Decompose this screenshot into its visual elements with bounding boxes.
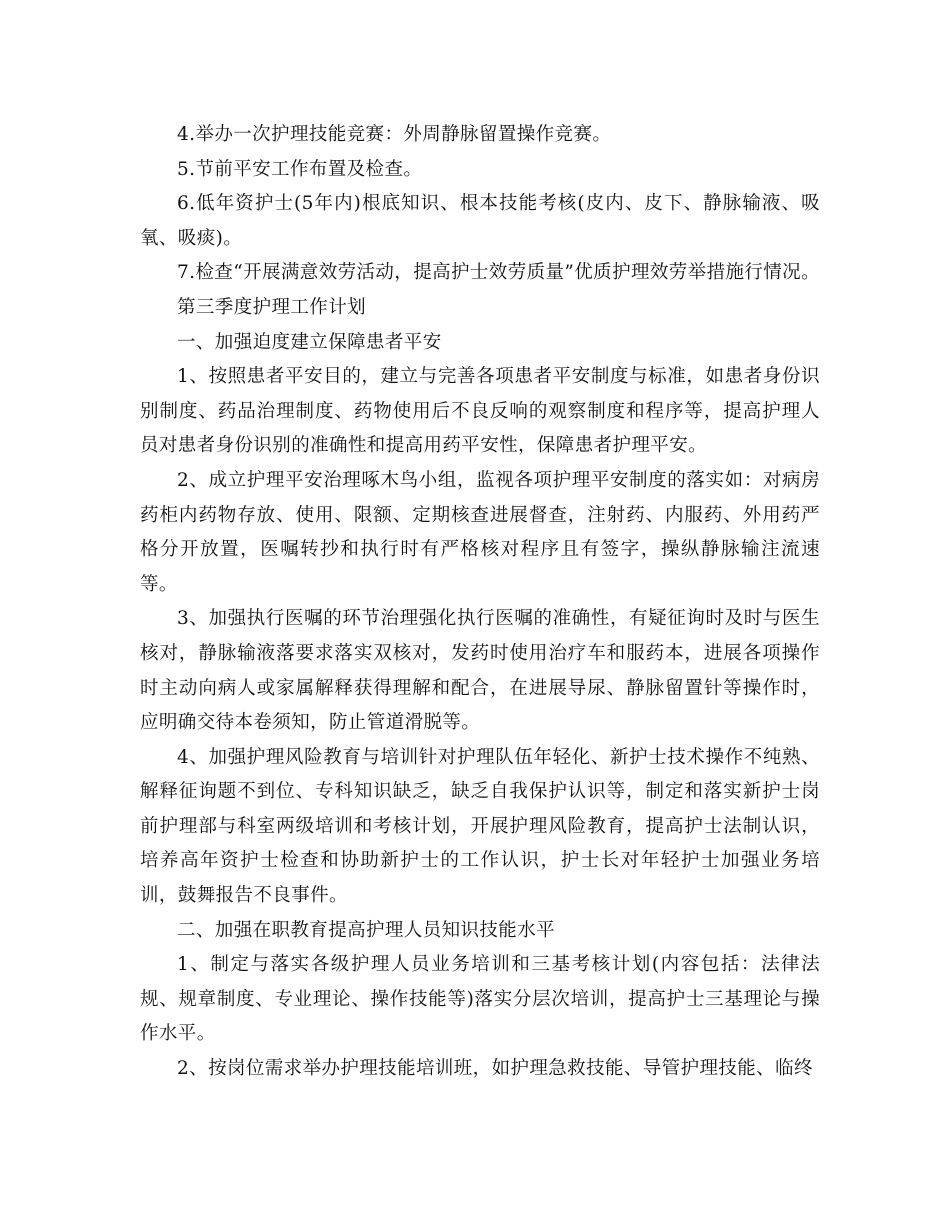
paragraph-item-4: 4.举办一次护理技能竞赛：外周静脉留置操作竞赛。 xyxy=(177,124,612,145)
section-heading-q3-plan: 第三季度护理工作计划 xyxy=(177,296,367,318)
document-body xyxy=(140,118,820,1087)
subsection-heading-2: 二、加强在职教育提高护理人员知识技能水平 xyxy=(177,919,556,941)
paragraph-training-1: 1、制定与落实各级护理人员业务培训和三基考核计划(内容包括：法律法规、规章制度、专业理论、操作技能等)落实分层次培训，提高护士三基理论与操作水平。 xyxy=(140,954,820,1045)
paragraph-safety-1: 1、按照患者平安目的，建立与完善各项患者平安制度与标准，如患者身份识别制度、药品治理制度、药物使用后不良反响的观察制度和程序等，提高护理人员对患者身份识别的准确性和提高用药平安性，保障患者护理平安。 xyxy=(140,366,820,457)
paragraph-training-2: 2、按岗位需求举办护理技能培训班，如护理急救技能、导管护理技能、临终 xyxy=(177,1058,813,1080)
paragraph-item-6: 6.低年资护士(5年内)根底知识、根本技能考核(皮内、皮下、静脉输液、吸氧、吸痰)。 xyxy=(140,193,820,249)
paragraph-item-5: 5.节前平安工作布置及检查。 xyxy=(177,158,423,180)
paragraph-safety-2: 2、成立护理平安治理啄木鸟小组，监视各项护理平安制度的落实如：对病房药柜内药物存放、使用、限额、定期核查进展督查，注射药、内服药、外用药严格分开放置，医嘱转抄和执行时有严格核对程序且有签字，操纵静脉输注流速等。 xyxy=(140,469,820,595)
subsection-heading-1: 一、加强迫度建立保障患者平安 xyxy=(177,331,442,353)
paragraph-safety-4: 4、加强护理风险教育与培训针对护理队伍年轻化、新护士技术操作不纯熟、解释征询题不到位、专科知识缺乏，缺乏自我保护认识等，制定和落实新护士岗前护理部与科室两级培训和考核计划，开展护理风险教育，提高护士法制认识，培养高年资护士检查和协助新护士的工作认识，护士长对年轻护士加强业务培训，鼓舞报告不良事件。 xyxy=(140,746,820,907)
paragraph-item-7: 7.检查“开展满意效劳活动，提高护士效劳质量”优质护理效劳举措施行情况。 xyxy=(177,262,820,284)
paragraph-safety-3: 3、加强执行医嘱的环节治理强化执行医嘱的准确性，有疑征询时及时与医生核对，静脉输液落要求落实双核对，发药时使用治疗车和服药本，进展各项操作时主动向病人或家属解释获得理解和配合，在进展导尿、静脉留置针等操作时，应明确交待本卷须知，防止管道滑脱等。 xyxy=(140,608,820,734)
